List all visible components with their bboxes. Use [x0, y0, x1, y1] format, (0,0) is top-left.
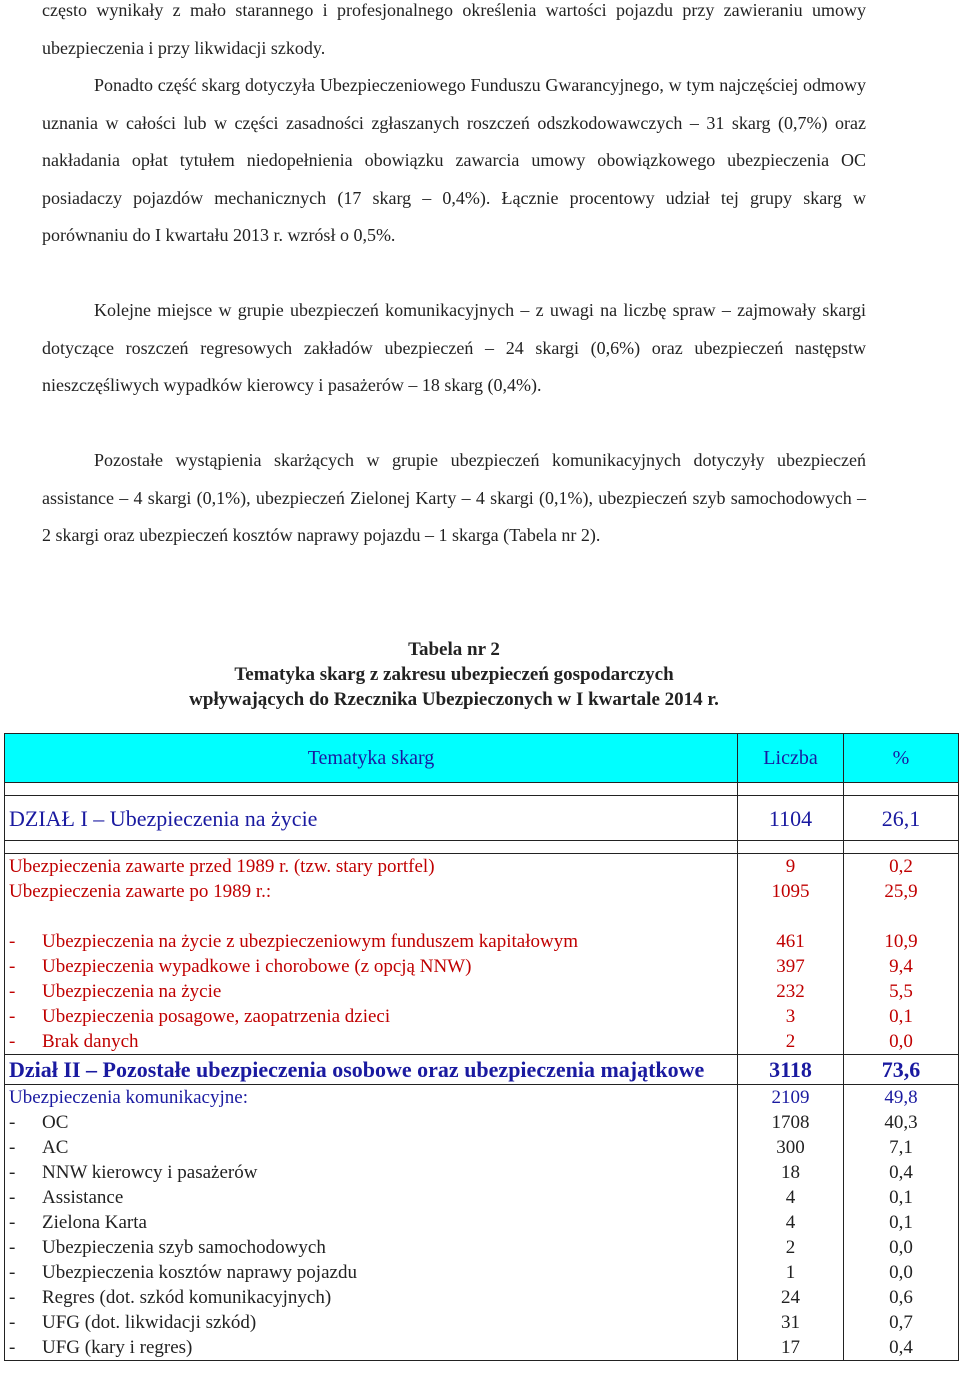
table-cell-count: 2 — [785, 1031, 796, 1052]
list-item: - AC — [9, 1137, 69, 1158]
table-cell-count: 18 — [781, 1162, 800, 1183]
table-cell-count: 461 — [776, 931, 805, 952]
list-item: - Ubezpieczenia posagowe, zaopatrzenia dzieci — [9, 1006, 391, 1027]
header-percent: % — [844, 734, 959, 783]
header-count: Liczba — [738, 734, 844, 783]
table-cell-percent: 0,0 — [889, 1262, 913, 1283]
table-cell-percent: 0,1 — [889, 1006, 913, 1027]
table-cell-count: 31 — [781, 1312, 800, 1333]
table-cell-percent: 0,0 — [889, 1237, 913, 1258]
subgroup-label: Ubezpieczenia komunikacyjne: — [9, 1087, 248, 1108]
table-cell-count: 9 — [785, 856, 796, 877]
section-1-subgroup-rows — [5, 854, 959, 1055]
table-cell-percent: 0,4 — [889, 1337, 913, 1358]
paragraph-1: często wynikały z mało starannego i profesjonalnego określenia wartości pojazdu przy zawieraniu umowy ubezpieczenia i przy likwidacji szkody. — [42, 0, 866, 58]
list-item: - UFG (dot. likwidacji szkód) — [9, 1312, 257, 1333]
table-cell-percent: 40,3 — [884, 1112, 918, 1133]
caption-title: Tematyka skarg z zakresu ubezpieczeń gospodarczych — [234, 664, 674, 685]
table-cell-count: 2 — [785, 1237, 796, 1258]
table-cell-count: 397 — [776, 956, 805, 977]
table-row-label: Ubezpieczenia zawarte przed 1989 r. (tzw. stary portfel) — [9, 856, 435, 877]
complaints-table — [4, 733, 959, 1361]
table-header-row — [5, 734, 959, 783]
table-cell-count: 232 — [776, 981, 805, 1002]
list-item: - Ubezpieczenia szyb samochodowych — [9, 1237, 326, 1258]
table-cell-percent: 0,7 — [889, 1312, 913, 1333]
table-cell-count: 1095 — [771, 881, 810, 902]
section-1-percent: 26,1 — [844, 796, 959, 841]
list-item: - Zielona Karta — [9, 1212, 147, 1233]
list-item: - UFG (kary i regres) — [9, 1337, 193, 1358]
table-cell-percent: 9,4 — [889, 956, 913, 977]
subgroup-count: 2109 — [771, 1087, 810, 1108]
header-topic: Tematyka skarg — [5, 734, 738, 783]
section-1-count: 1104 — [738, 796, 844, 841]
table-row-label: Ubezpieczenia zawarte po 1989 r.: — [9, 881, 272, 902]
table-cell-percent: 0,2 — [889, 856, 913, 877]
subgroup-percent: 49,8 — [884, 1087, 918, 1108]
table-cell-count: 4 — [785, 1187, 796, 1208]
section-1-label: DZIAŁ I – Ubezpieczenia na życie — [5, 796, 738, 841]
table-cell-count: 17 — [781, 1337, 800, 1358]
list-item: - Assistance — [9, 1187, 124, 1208]
table-cell-count: 4 — [785, 1212, 796, 1233]
list-item: - Ubezpieczenia kosztów naprawy pojazdu — [9, 1262, 357, 1283]
list-item: - Brak danych — [9, 1031, 139, 1052]
table-cell-percent: 10,9 — [884, 931, 918, 952]
section-2-percent: 73,6 — [844, 1055, 959, 1085]
list-item: - Ubezpieczenia wypadkowe i chorobowe (z opcją NNW) — [9, 956, 472, 977]
table-cell-percent: 7,1 — [889, 1137, 913, 1158]
table-cell-percent: 0,1 — [889, 1187, 913, 1208]
list-item: - Ubezpieczenia na życie — [9, 981, 222, 1002]
table-cell-count: 1 — [785, 1262, 796, 1283]
table-cell-count: 1708 — [771, 1112, 810, 1133]
table-cell-count: 300 — [776, 1137, 805, 1158]
table-caption — [0, 637, 908, 712]
list-item: - Regres (dot. szkód komunikacyjnych) — [9, 1287, 332, 1308]
section-1-row — [5, 796, 959, 841]
list-item: - NNW kierowcy i pasażerów — [9, 1162, 258, 1183]
section-2-count: 3118 — [738, 1055, 844, 1085]
table-cell-percent: 5,5 — [889, 981, 913, 1002]
table-cell-percent: 0,6 — [889, 1287, 913, 1308]
caption-subtitle: wpływających do Rzecznika Ubezpieczonych w I kwartale 2014 r. — [189, 689, 719, 710]
caption-number: Tabela nr 2 — [408, 639, 500, 660]
table-cell-percent: 0,4 — [889, 1162, 913, 1183]
paragraph-4: Pozostałe wystąpienia skarżących w grupie ubezpieczeń komunikacyjnych dotyczyły ubezpieczeń assistance – 4 skargi (0,1%), ubezpieczeń Zielonej Karty – 4 skargi (0,1%), ubezpieczeń szyb samochodowych – 2 skargi oraz ubezpieczeń kosztów naprawy pojazdu – 1 skarga (Tabela nr 2). — [42, 450, 866, 546]
table-cell-percent: 0,1 — [889, 1212, 913, 1233]
list-item: - Ubezpieczenia na życie z ubezpieczeniowym funduszem kapitałowym — [9, 931, 578, 952]
section-2-label: Dział II – Pozostałe ubezpieczenia osobowe oraz ubezpieczenia majątkowe — [5, 1055, 738, 1085]
section-2-row — [5, 1055, 959, 1085]
paragraph-3: Kolejne miejsce w grupie ubezpieczeń komunikacyjnych – z uwagi na liczbę spraw – zajmowały skargi dotyczące roszczeń regresowych zakładów ubezpieczeń – 24 skargi (0,6%) oraz ubezpieczeń następstw nieszczęśliwych wypadków kierowcy i pasażerów – 18 skarg (0,4%). — [42, 300, 866, 396]
vehicle-insurance-rows — [5, 1085, 959, 1361]
table-cell-percent: 25,9 — [884, 881, 918, 902]
table-cell-percent: 0,0 — [889, 1031, 913, 1052]
table-cell-count: 24 — [781, 1287, 800, 1308]
paragraph-2: Ponadto część skarg dotyczyła Ubezpieczeniowego Funduszu Gwarancyjnego, w tym najczęściej odmowy uznania w całości lub w części zasadności zgłaszanych roszczeń odszkodowawczych – 31 skarg (0,7%) oraz nakładania opłat tytułem niedopełnienia obowiązku zawarcia umowy obowiązkowego ubezpieczenia OC posiadaczy pojazdów mechanicznych (17 skarg – 0,4%). Łącznie procentowy udział tej grupy skarg w porównaniu do I kwartału 2013 r. wzrósł o 0,5%. — [42, 75, 866, 246]
list-item: - OC — [9, 1112, 69, 1133]
table-cell-count: 3 — [785, 1006, 796, 1027]
